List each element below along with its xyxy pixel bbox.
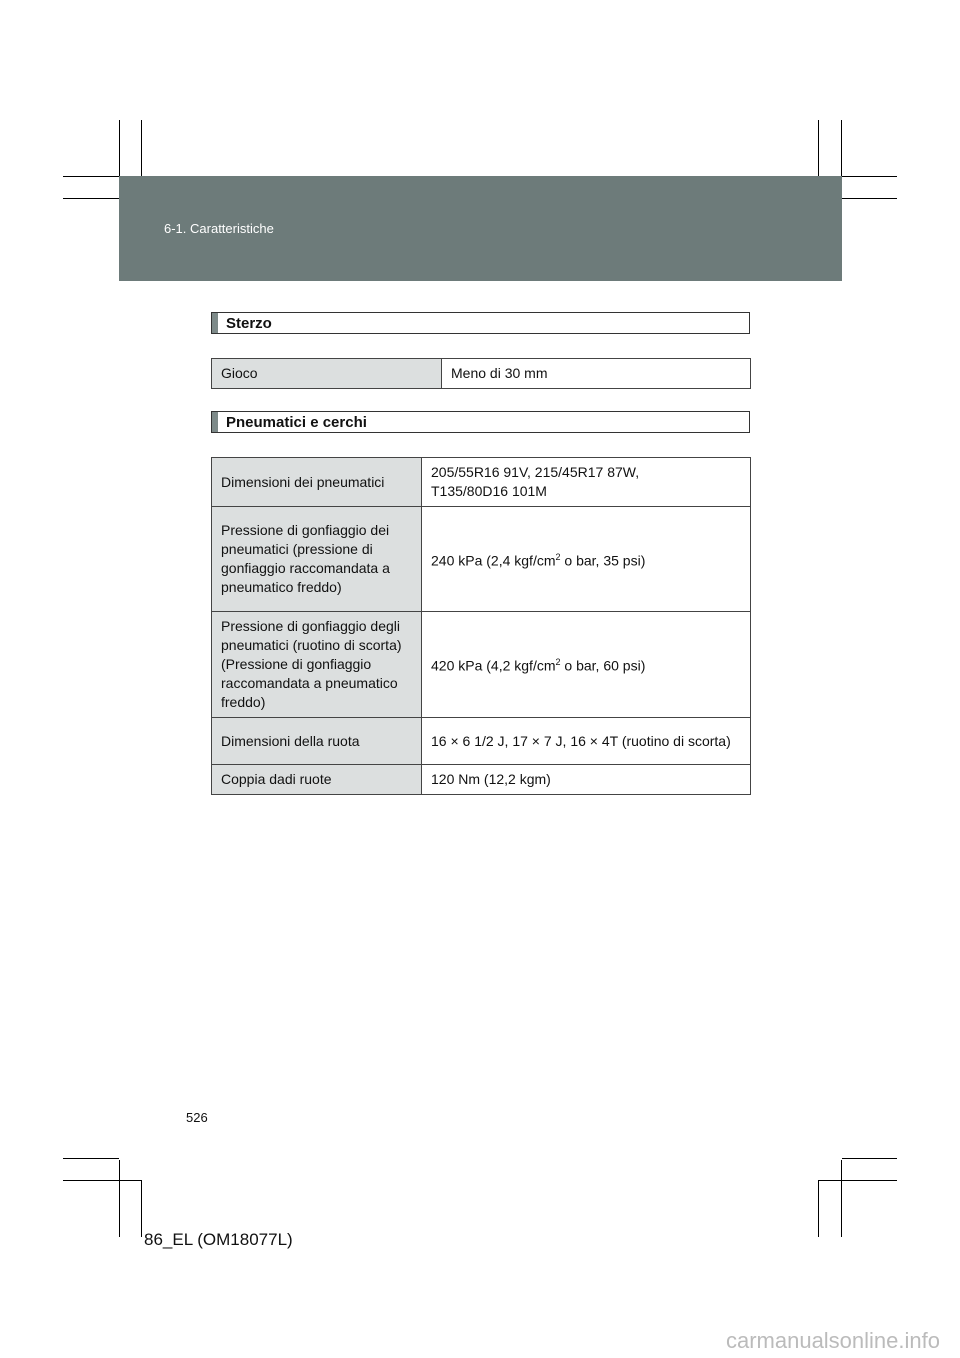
spec-value-line: T135/80D16 101M [431,483,547,499]
crop-mark [818,1180,897,1181]
document-code: 86_EL (OM18077L) [144,1230,293,1249]
spec-value: 120 Nm (12,2 kgm) [422,765,751,795]
section-accent [212,313,218,333]
crop-mark [141,120,142,176]
table-row [212,458,751,507]
superscript: 2 [555,551,561,562]
spec-value: Meno di 30 mm [442,359,751,389]
table-row [212,507,751,612]
spec-value [422,458,751,507]
crop-mark [119,120,120,176]
spec-value-text: 420 kPa (4,2 kgf/cm [431,657,556,674]
crop-mark [818,1180,819,1237]
spec-label: Coppia dadi ruote [212,765,422,795]
crop-mark [842,176,897,177]
table-row [212,612,751,718]
page-number: 526 [186,1110,208,1125]
spec-value-text: o bar, 60 psi) [560,657,646,674]
crop-mark [63,198,119,199]
crop-mark [818,120,819,176]
spec-value [422,507,751,612]
spec-value-text: o bar, 35 psi) [560,552,646,569]
table-row [212,718,751,765]
spec-label: Pressione di gonfiaggio degli pneumatici (ruotino di scorta) (Pressione di gonfiaggio raccomandata a pneumatico freddo) [212,612,422,718]
spec-label: Gioco [212,359,442,389]
section-title: Pneumatici e cerchi [226,414,367,431]
crop-mark [119,1160,120,1237]
crop-mark [63,1158,119,1159]
spec-table-pneumatici [211,457,751,795]
section-title: Sterzo [226,315,272,332]
crop-mark [63,176,119,177]
section-heading-pneumatici [211,411,750,433]
crop-mark [63,1180,141,1181]
watermark: carmanualsonline.info [725,1328,940,1353]
crop-mark [841,1160,842,1237]
superscript: 2 [555,657,561,668]
spec-value: 16 × 6 1/2 J, 17 × 7 J, 16 × 4T (ruotino di scorta) [422,718,751,765]
crop-mark [842,198,897,199]
spec-value [422,612,751,718]
spec-value-text: 240 kPa (2,4 kgf/cm [431,552,556,569]
crop-mark [141,1180,142,1237]
spec-label: Dimensioni dei pneumatici [212,458,422,507]
spec-value-line: 205/55R16 91V, 215/45R17 87W, [431,464,640,480]
section-accent [212,412,218,432]
crop-mark [842,1158,897,1159]
section-heading-sterzo [211,312,750,334]
crop-mark [841,120,842,176]
spec-table-sterzo [211,358,751,389]
table-row [212,765,751,795]
spec-label: Dimensioni della ruota [212,718,422,765]
table-row [212,359,751,389]
spec-label: Pressione di gonfiaggio dei pneumatici (pressione di gonfiaggio raccomandata a pneumatico freddo) [212,507,422,612]
chapter-title: 6-1. Caratteristiche [164,221,274,236]
